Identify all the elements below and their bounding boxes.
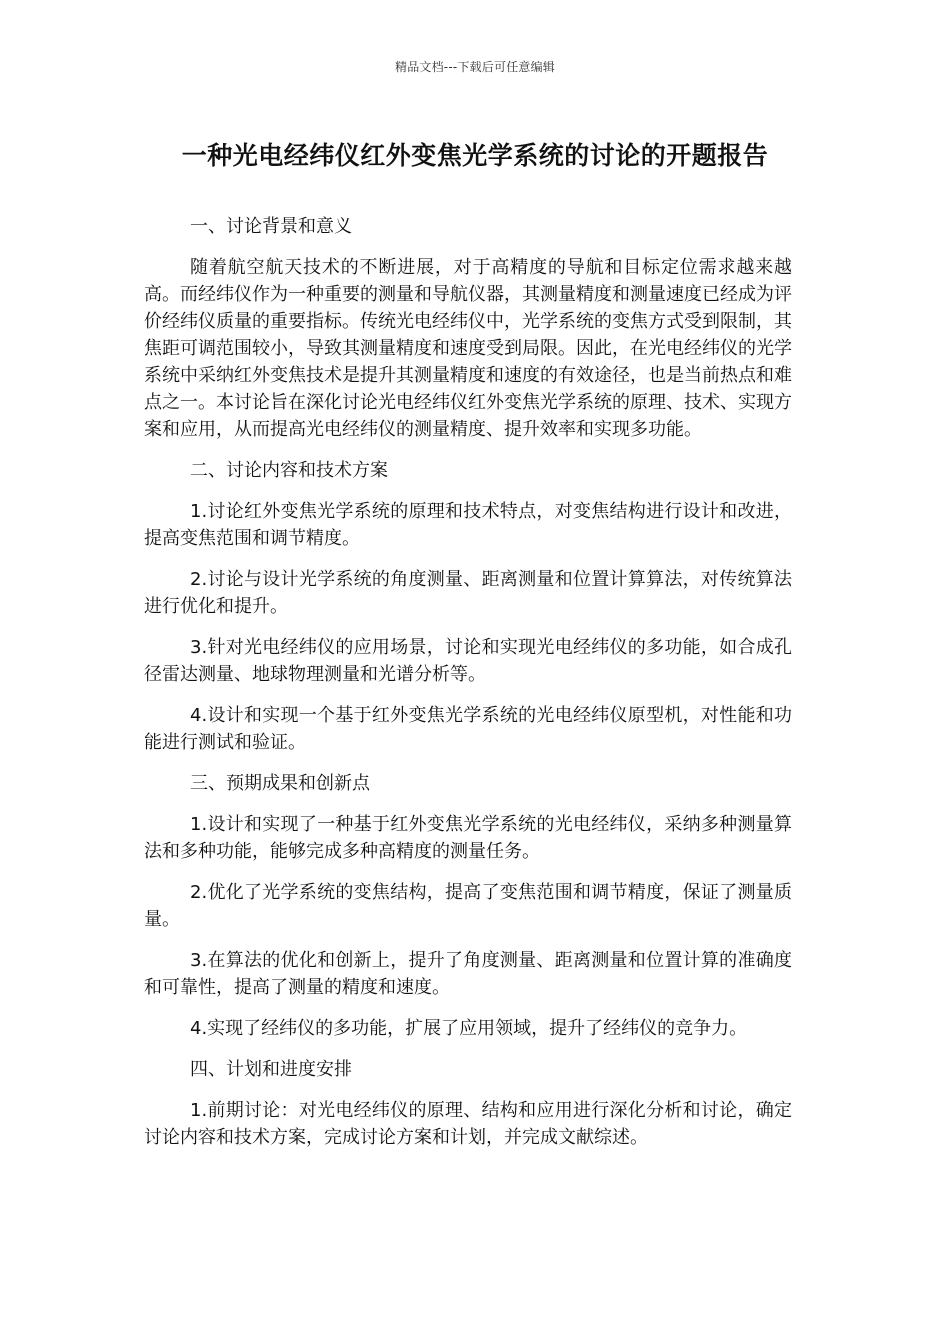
section-3-item-4: 4.实现了经纬仪的多功能，扩展了应用领域，提升了经纬仪的竞争力。 <box>190 1018 748 1039</box>
header-note: 精品文档---下载后可任意编辑 <box>395 60 555 74</box>
section-heading-4: 四、计划和进度安排 <box>190 1059 352 1080</box>
section-heading-1: 一、讨论背景和意义 <box>190 216 352 237</box>
section-2-item-4: 4.设计和实现一个基于红外变焦光学系统的光电经纬仪原型机，对性能和功能进行测试和验证。 <box>144 705 792 753</box>
section-4-item-1: 1.前期讨论：对光电经纬仪的原理、结构和应用进行深化分析和讨论，确定讨论内容和技术方案，完成讨论方案和计划，并完成文献综述。 <box>144 1100 792 1148</box>
section-3-item-2: 2.优化了光学系统的变焦结构，提高了变焦范围和调节精度，保证了测量质量。 <box>144 882 792 930</box>
section-1-paragraph: 随着航空航天技术的不断进展，对于高精度的导航和目标定位需求越来越高。而经纬仪作为一种重要的测量和导航仪器，其测量精度和测量速度已经成为评价经纬仪质量的重要指标。传统光电经纬仪中，光学系统的变焦方式受到限制，其焦距可调范围较小，导致其测量精度和速度受到局限。因此，在光电经纬仪的光学系统中采纳红外变焦技术是提升其测量精度和速度的有效途径，也是当前热点和难点之一。本讨论旨在深化讨论光电经纬仪红外变焦光学系统的原理、技术、实现方案和应用，从而提高光电经纬仪的测量精度、提升效率和实现多功能。 <box>144 257 792 440</box>
section-2-item-2: 2.讨论与设计光学系统的角度测量、距离测量和位置计算算法，对传统算法进行优化和提升。 <box>144 569 792 617</box>
section-3-item-1: 1.设计和实现了一种基于红外变焦光学系统的光电经纬仪，采纳多种测量算法和多种功能，能够完成多种高精度的测量任务。 <box>144 814 792 862</box>
section-3-item-3: 3.在算法的优化和创新上，提升了角度测量、距离测量和位置计算的准确度和可靠性，提高了测量的精度和速度。 <box>144 950 792 998</box>
document-title: 一种光电经纬仪红外变焦光学系统的讨论的开题报告 <box>181 141 769 170</box>
section-heading-2: 二、讨论内容和技术方案 <box>190 460 388 481</box>
section-2-item-1: 1.讨论红外变焦光学系统的原理和技术特点，对变焦结构进行设计和改进，提高变焦范围和调节精度。 <box>144 501 792 549</box>
section-heading-3: 三、预期成果和创新点 <box>190 773 370 794</box>
document-body <box>144 213 792 1165</box>
section-2-item-3: 3.针对光电经纬仪的应用场景，讨论和实现光电经纬仪的多功能，如合成孔径雷达测量、地球物理测量和光谱分析等。 <box>144 637 792 685</box>
